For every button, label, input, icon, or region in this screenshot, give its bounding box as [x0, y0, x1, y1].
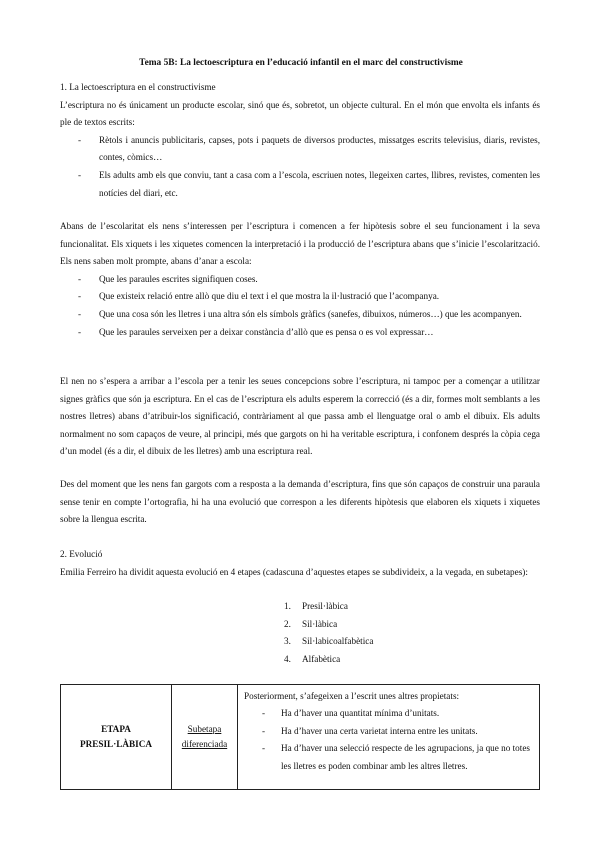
stage-name-line-1: ETAPA [101, 724, 131, 734]
properties-list [244, 705, 533, 775]
stage-label: Sil·làbica [302, 618, 338, 629]
table-row [61, 685, 540, 790]
section-1-para-2 [60, 218, 540, 341]
stage-table [60, 684, 540, 790]
section-2 [60, 546, 540, 581]
stage-name-line-2: PRESIL·LÀBICA [80, 739, 152, 749]
section-1-intro: L’escriptura no és únicament un producte escolar, sinó que és, sobretot, un objecte cultural. En el món que envolta els infants és ple de textos escrits: [60, 99, 540, 128]
stage-number: 1. [284, 601, 291, 611]
list-item [60, 616, 540, 634]
stage-cell [61, 685, 172, 790]
substage-cell [172, 685, 238, 790]
paragraph: El nen no s’espera a arribar a l’escola per a tenir les seues concepcions sobre l’escriptura, ni tampoc per a començar a utilitzar signes gràfics que són ja escriptura. En el cas de l’escriptura els adults esperem la correcció (és a dir, formes molt semblants a les nostres lletres) abans d’atribuir-los significació, contràriament al que passa amb el llenguatge oral o amb el dibuix. Els adults normalment no som capaços de veure, al principi, més que gargots on hi ha veritable escriptura, i confonem després la còpia cega d’un model (és a dir, el dibuix de les lletres) amb una escriptura real. [60, 376, 540, 457]
paragraph: Des del moment que les nens fan gargots com a resposta a la demanda d’escriptura, fins que són capaços de construir una paraula sense tenir en compte l’ortografia, hi ha una evolució que correspon a les diferents hipòtesis que elaboren els xiquets i xiquetes sobre la llengua escrita. [60, 479, 540, 525]
list-item [60, 651, 540, 669]
paragraph: Abans de l’escolaritat els nens s’interessen per l’escriptura i comencen a fer hipòtesis sobre el seu funcionament i la seva funcionalitat. Els xiquets i les xiquetes comencen la interpretació i la producció de l’escriptura abans que s’inicie l’escolarització. Els nens saben molt prompte, abans d’anar a escola: [60, 221, 540, 267]
cultural-objects-list [60, 132, 540, 202]
list-item [60, 633, 540, 651]
list-item [60, 598, 540, 616]
description-cell [238, 685, 540, 790]
description-intro: Posteriorment, s’afegeixen a l’escrit unes altres propietats: [244, 691, 460, 701]
children-know-list [60, 271, 540, 341]
list-item: - Que les paraules serveixen per a deixar constància d’allò que es pensa o es vol expressar… [60, 324, 540, 342]
stage-label: Sil·labicoalfabètica [302, 636, 374, 647]
stage-number: 3. [284, 636, 291, 647]
list-item: - Ha d’haver una selecció respecte de les agrupacions, ja que no totes les lletres es poden combinar amb les altres lletres. [244, 740, 533, 775]
list-item: - Que existeix relació entre allò que diu el text i el que mostra la il·lustració que l’acompanya. [60, 288, 540, 306]
substage-name-line-1: Subetapa [187, 724, 222, 734]
stages-list [60, 598, 540, 668]
section-1 [60, 79, 540, 202]
section-1-para-3 [60, 373, 540, 461]
stage-label: Presil·làbica [302, 601, 348, 611]
list-item: - Ha d’haver una certa varietat interna entre les unitats. [244, 723, 533, 740]
list-item: - Els adults amb els que conviu, tant a casa com a l’escola, escriuen notes, llegeixen cartes, llibres, revistes, comenten les notícies del diari, etc. [60, 167, 540, 202]
substage-name-line-2: diferenciada [181, 739, 228, 749]
stage-number: 2. [284, 618, 291, 629]
list-item: - Ha d’haver una quantitat mínima d’unitats. [244, 705, 533, 722]
list-item: - Rètols i anuncis publicitaris, capses, pots i paquets de diversos productes, missatges escrits televisius, diaris, revistes, contes, còmics… [60, 132, 540, 167]
stage-label: Alfabètica [302, 653, 341, 664]
list-item: - Que una cosa són les lletres i una altra són els símbols gràfics (sanefes, dibuixos, números…) que les acompanyen. [60, 306, 540, 324]
section-2-intro: Emilia Ferreiro ha dividit aquesta evolució en 4 etapes (cadascuna d’aquestes etapes se subdivideix, a la vegada, en subetapes): [60, 566, 528, 577]
stages-list-block [60, 598, 540, 668]
section-2-heading: 2. Evolució [60, 549, 103, 559]
list-item: - Que les paraules escrites signifiquen coses. [60, 271, 540, 289]
section-1-para-4 [60, 476, 540, 529]
document-title: Tema 5B: La lectoescriptura en l’educació infantil en el marc del constructivisme [139, 58, 463, 68]
section-1-heading: 1. La lectoescriptura en el constructivisme [60, 82, 216, 92]
stage-number: 4. [284, 653, 291, 664]
